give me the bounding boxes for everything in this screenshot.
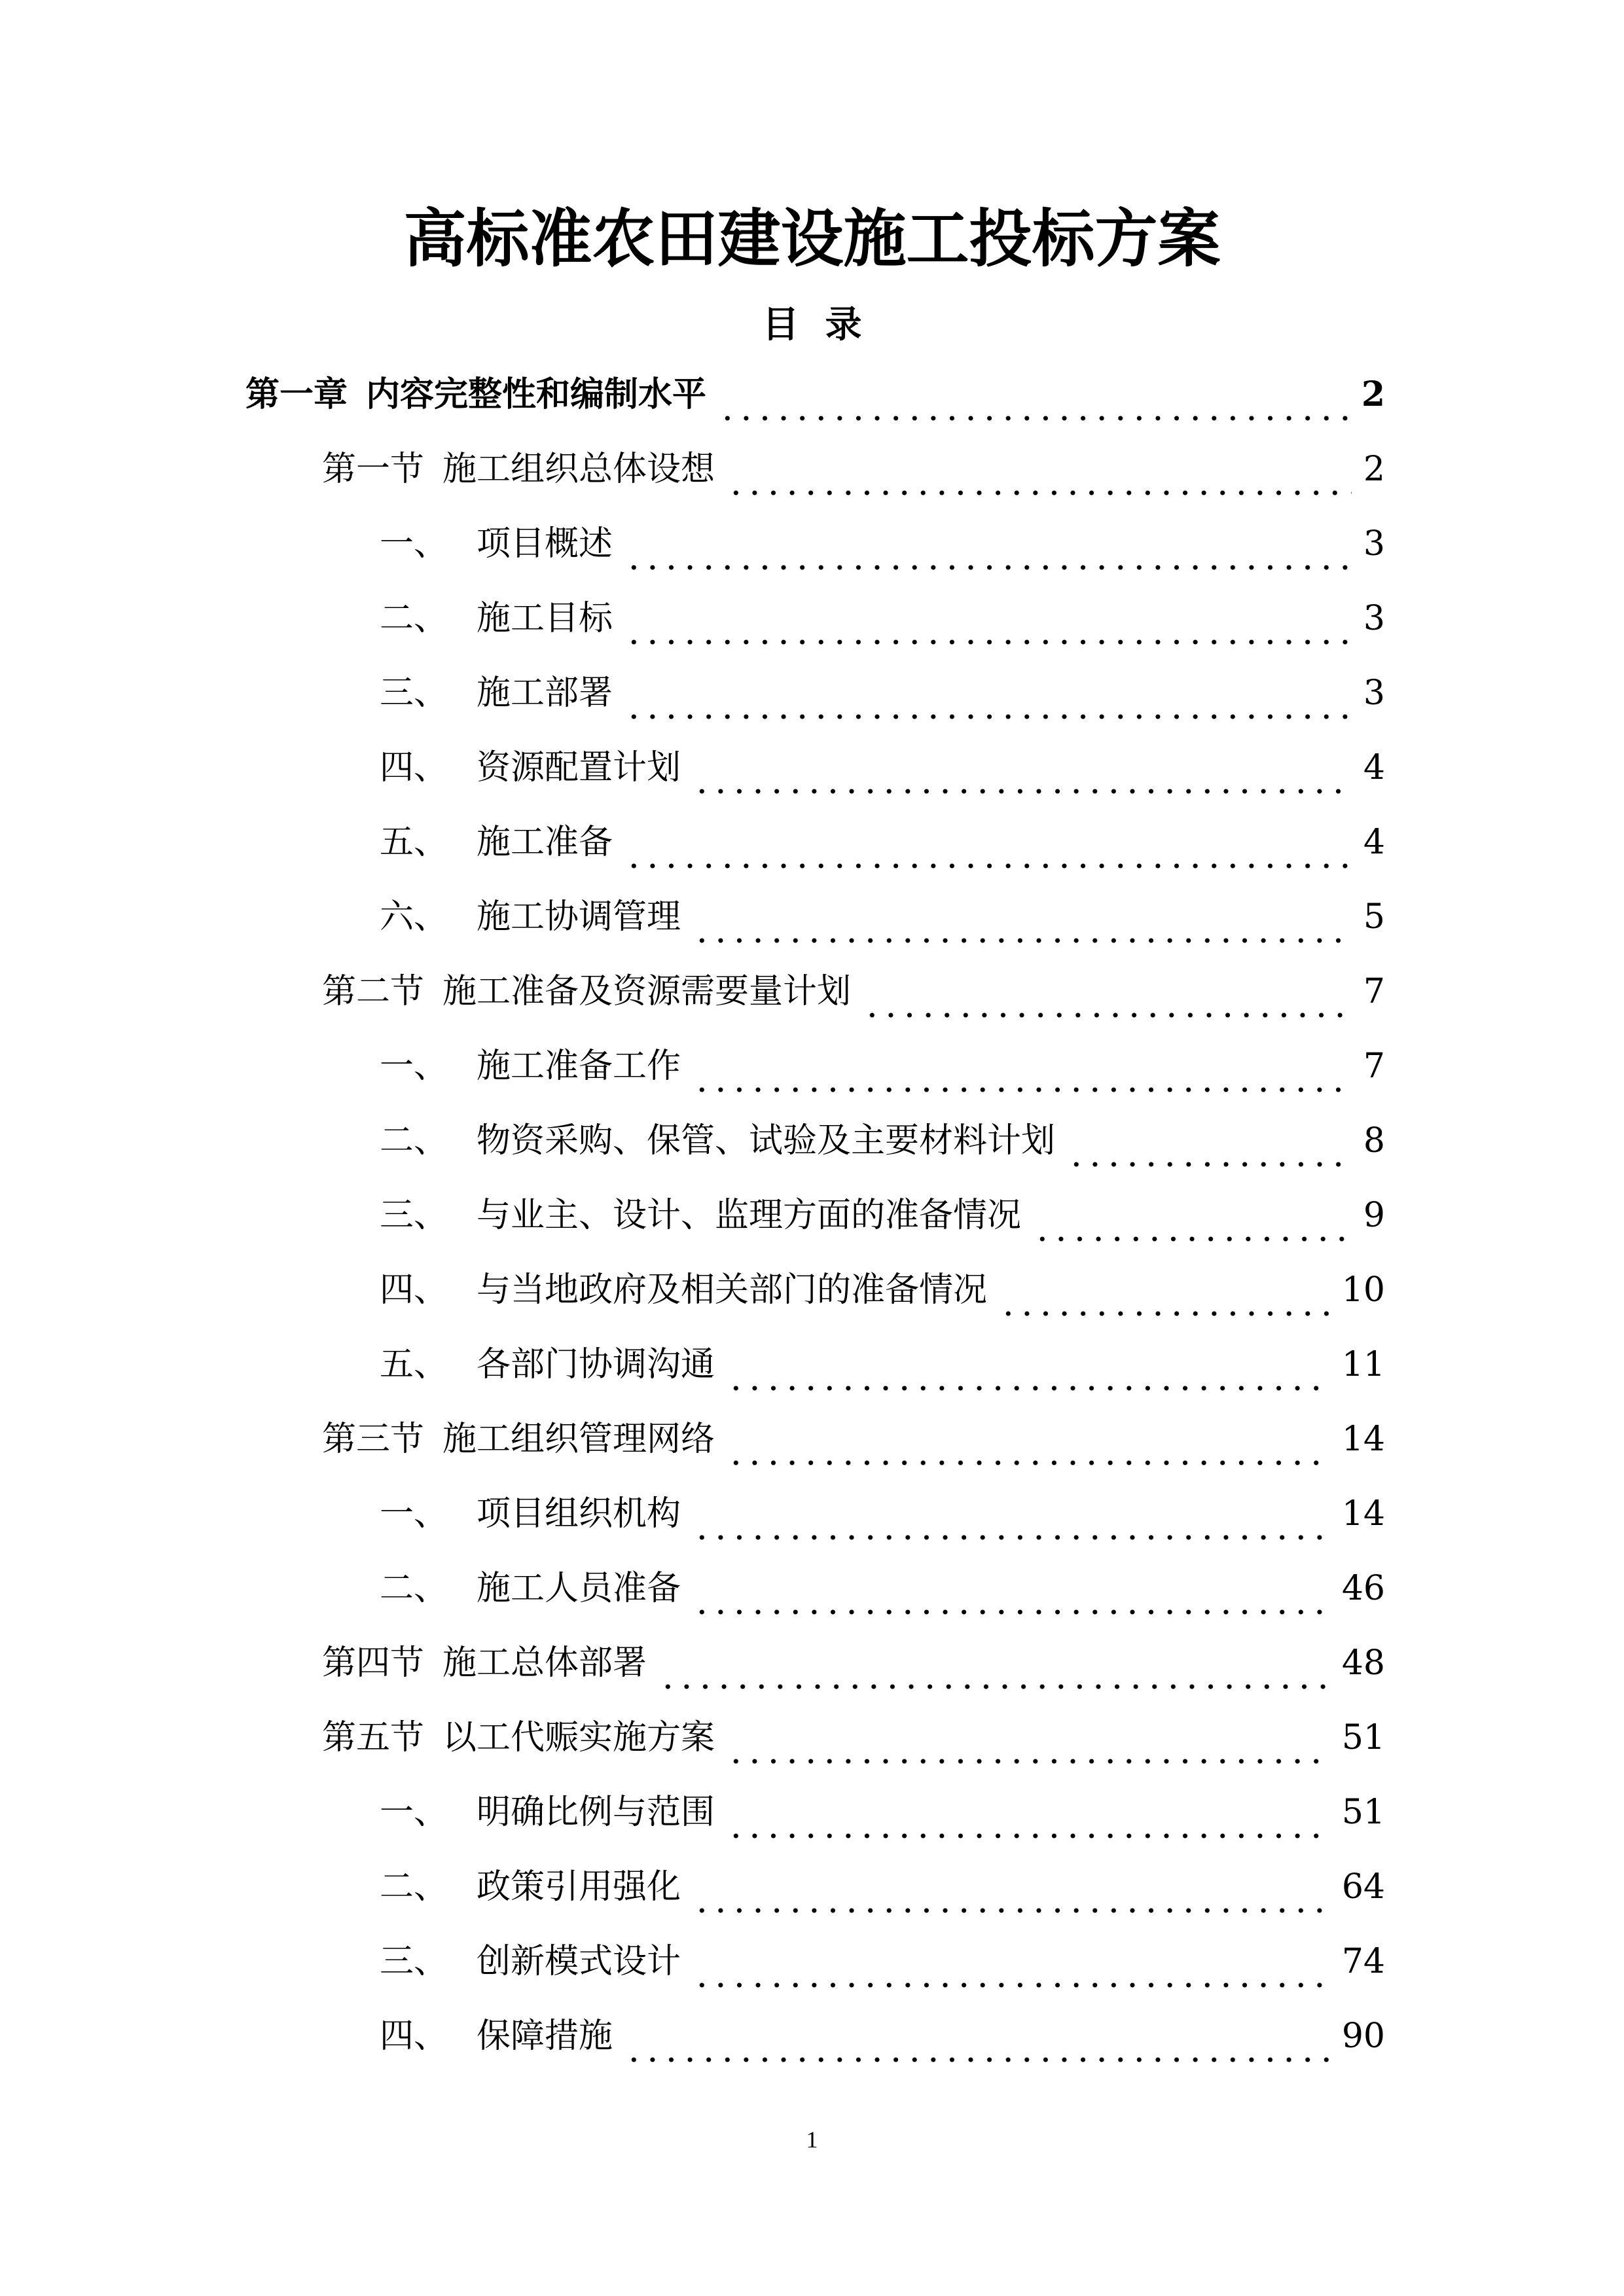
toc-entry-page: 51 — [1341, 1718, 1385, 1757]
toc-entry[interactable] — [0, 1857, 1624, 1932]
toc-dot-leader — [624, 639, 1352, 645]
toc-entry[interactable] — [0, 1932, 1624, 2007]
toc-entry-number: 一、 — [380, 1047, 448, 1086]
toc-heading: 目录 — [762, 303, 888, 346]
toc-entry-number: 四、 — [380, 1270, 448, 1310]
page-number: 1 — [806, 2126, 818, 2153]
toc-entry-page: 2 — [1361, 374, 1385, 414]
toc-entry[interactable] — [0, 1410, 1624, 1484]
toc-entry-number: 三、 — [380, 1196, 448, 1235]
toc-entry-title: 创新模式设计 — [477, 1942, 681, 1981]
toc-entry-page: 11 — [1341, 1345, 1385, 1384]
toc-entry-title: 施工协调管理 — [477, 897, 681, 937]
toc-entry-page: 4 — [1363, 748, 1385, 787]
toc-entry-page: 3 — [1363, 673, 1385, 713]
toc-entry-page: 7 — [1363, 1047, 1385, 1086]
toc-entry-title: 施工部署 — [477, 673, 613, 713]
toc-entry-number: 第四节 — [322, 1643, 425, 1683]
toc-entry-number: 一、 — [380, 1793, 448, 1832]
toc-entry-number: 四、 — [380, 2017, 448, 2056]
toc-dot-leader — [1067, 1161, 1352, 1168]
toc-dot-leader — [727, 1833, 1330, 1839]
toc-entry-page: 2 — [1363, 450, 1385, 489]
toc-entry-number: 五、 — [380, 823, 448, 862]
toc-entry[interactable] — [0, 514, 1624, 589]
toc-dot-leader — [727, 1460, 1330, 1466]
toc-entry-title: 项目组织机构 — [477, 1494, 681, 1534]
toc-entry-title: 与业主、设计、监理方面的准备情况 — [477, 1196, 1022, 1235]
toc-entry-title: 与当地政府及相关部门的准备情况 — [477, 1270, 988, 1310]
toc-entry-page: 7 — [1363, 972, 1385, 1011]
toc-entry-title: 内容完整性和编制水平 — [366, 374, 707, 414]
toc-entry[interactable] — [0, 365, 1624, 440]
toc-dot-leader — [693, 1609, 1330, 1615]
toc-entry-page: 10 — [1341, 1270, 1385, 1310]
toc-entry[interactable] — [0, 1037, 1624, 1111]
toc-entry-number: 一、 — [380, 1494, 448, 1534]
toc-dot-leader — [693, 788, 1352, 795]
toc-entry-number: 二、 — [380, 1867, 448, 1907]
toc-entry[interactable] — [0, 1708, 1624, 1783]
toc-entry-title: 施工组织管理网络 — [442, 1420, 715, 1459]
toc-entry-page: 74 — [1341, 1942, 1385, 1981]
toc-entry-number: 三、 — [380, 1942, 448, 1981]
toc-entry[interactable] — [0, 1783, 1624, 1857]
toc-entry-title: 施工准备 — [477, 823, 613, 862]
toc-entry-title: 以工代赈实施方案 — [442, 1718, 715, 1757]
toc-entry-number: 二、 — [380, 1121, 448, 1160]
toc-entry-title: 施工准备工作 — [477, 1047, 681, 1086]
toc-entry-title: 施工组织总体设想 — [442, 450, 715, 489]
toc-entry[interactable] — [0, 1484, 1624, 1559]
toc-dot-leader — [624, 713, 1352, 720]
toc-entry-number: 五、 — [380, 1345, 448, 1384]
toc-entry-title: 项目概述 — [477, 524, 613, 564]
toc-dot-leader — [693, 1534, 1330, 1541]
toc-dot-leader — [624, 2056, 1330, 2063]
toc-entry-title: 施工目标 — [477, 599, 613, 638]
toc-entry-page: 14 — [1341, 1420, 1385, 1459]
toc-entry[interactable] — [0, 1111, 1624, 1186]
toc-entry-number: 第五节 — [322, 1718, 425, 1757]
toc-dot-leader — [693, 1907, 1330, 1914]
toc-entry-page: 3 — [1363, 599, 1385, 638]
toc-entry-number: 一、 — [380, 524, 448, 564]
toc-entry-number: 六、 — [380, 897, 448, 937]
toc-entry[interactable] — [0, 1559, 1624, 1634]
table-of-contents — [0, 365, 1624, 2081]
toc-dot-leader — [727, 1758, 1330, 1765]
toc-entry-number: 四、 — [380, 748, 448, 787]
toc-entry-number: 二、 — [380, 599, 448, 638]
toc-entry[interactable] — [0, 1335, 1624, 1410]
toc-dot-leader — [863, 1012, 1352, 1018]
toc-dot-leader — [693, 1982, 1330, 1988]
toc-dot-leader — [624, 863, 1352, 869]
toc-entry-page: 46 — [1341, 1569, 1385, 1608]
toc-entry-page: 51 — [1341, 1793, 1385, 1832]
toc-dot-leader — [999, 1310, 1330, 1317]
toc-entry-title: 施工总体部署 — [442, 1643, 647, 1683]
toc-entry[interactable] — [0, 962, 1624, 1037]
toc-entry[interactable] — [0, 589, 1624, 664]
toc-entry-page: 90 — [1341, 2017, 1385, 2056]
toc-entry[interactable] — [0, 1186, 1624, 1261]
toc-dot-leader — [727, 1385, 1330, 1391]
toc-entry-page: 9 — [1363, 1196, 1385, 1235]
toc-dot-leader — [693, 937, 1352, 944]
toc-entry[interactable] — [0, 440, 1624, 514]
toc-entry-page: 14 — [1341, 1494, 1385, 1534]
toc-entry-title: 物资采购、保管、试验及主要材料计划 — [477, 1121, 1056, 1160]
toc-entry[interactable] — [0, 738, 1624, 813]
toc-entry-page: 3 — [1363, 524, 1385, 564]
toc-entry-number: 三、 — [380, 673, 448, 713]
toc-dot-leader — [1033, 1236, 1352, 1242]
toc-entry-title: 保障措施 — [477, 2017, 613, 2056]
toc-entry-number: 二、 — [380, 1569, 448, 1608]
toc-entry-page: 4 — [1363, 823, 1385, 862]
toc-entry[interactable] — [0, 1261, 1624, 1335]
toc-entry-page: 48 — [1341, 1643, 1385, 1683]
toc-entry-title: 施工准备及资源需要量计划 — [442, 972, 852, 1011]
toc-entry[interactable] — [0, 2007, 1624, 2081]
toc-entry-number: 第一节 — [322, 450, 425, 489]
toc-entry-title: 明确比例与范围 — [477, 1793, 715, 1832]
toc-dot-leader — [624, 564, 1352, 571]
toc-dot-leader — [718, 415, 1350, 422]
toc-entry-page: 5 — [1363, 897, 1385, 937]
toc-entry-number: 第二节 — [322, 972, 425, 1011]
toc-entry-number: 第一章 — [245, 374, 348, 414]
toc-dot-leader — [659, 1683, 1330, 1690]
toc-entry[interactable] — [0, 813, 1624, 888]
toc-entry-title: 各部门协调沟通 — [477, 1345, 715, 1384]
toc-entry-title: 施工人员准备 — [477, 1569, 681, 1608]
toc-entry-page: 8 — [1363, 1121, 1385, 1160]
toc-entry-number: 第三节 — [322, 1420, 425, 1459]
toc-entry-page: 64 — [1341, 1867, 1385, 1907]
toc-entry[interactable] — [0, 888, 1624, 962]
toc-entry[interactable] — [0, 1634, 1624, 1708]
document-title: 高标准农田建设施工投标方案 — [403, 202, 1221, 276]
toc-entry-title: 资源配置计划 — [477, 748, 681, 787]
toc-dot-leader — [727, 490, 1352, 496]
toc-entry[interactable] — [0, 664, 1624, 738]
toc-entry-title: 政策引用强化 — [477, 1867, 681, 1907]
toc-dot-leader — [693, 1086, 1352, 1093]
